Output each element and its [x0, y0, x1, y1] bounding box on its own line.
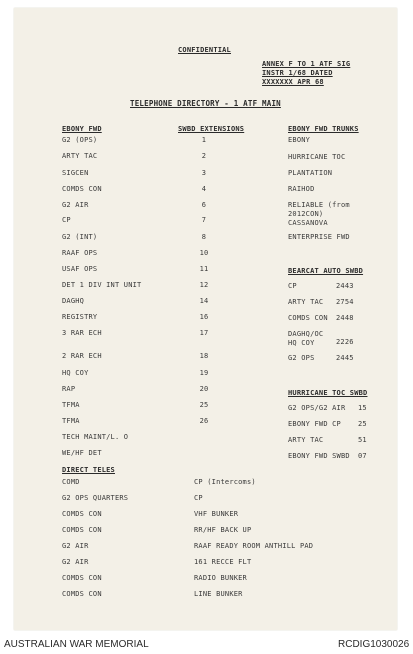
hurricane-name: EBONY FWD SWBD [288, 452, 350, 460]
trunk-name: CASSANOVA [288, 219, 328, 227]
extension-number: 2 [201, 152, 207, 160]
direct-to: VHF BUNKER [194, 510, 239, 518]
footer-id: RCDIG1030026 [338, 639, 410, 650]
auto-name: DAGHQ/OC HQ COY [288, 330, 324, 347]
direct-from: COMDS CON [62, 510, 102, 518]
extension-name: G2 (OPS) [62, 136, 98, 144]
extension-name: RAAF OPS [62, 249, 98, 257]
hurricane-name: G2 OPS/G2 AIR [288, 404, 346, 412]
hurricane-number: 07 [358, 452, 367, 460]
document-title: TELEPHONE DIRECTORY - 1 ATF MAIN [130, 99, 281, 108]
trunk-name: RELIABLE (from 2012CON) [288, 201, 350, 218]
extension-name: G2 (INT) [62, 233, 98, 241]
hurricane-number: 15 [358, 404, 367, 412]
direct-to: RAAF READY ROOM ANTHILL PAD [194, 542, 314, 550]
extension-number: 17 [199, 329, 209, 337]
col-header-trunks: EBONY FWD TRUNKS [288, 125, 359, 133]
extension-number: 7 [201, 216, 207, 224]
extension-number: 11 [199, 265, 209, 273]
extension-name: HQ COY [62, 369, 89, 377]
extension-number: 8 [201, 233, 207, 241]
extension-number: 20 [199, 385, 209, 393]
extension-name: TECH MAINT/L. O [62, 433, 129, 441]
direct-to: LINE BUNKER [194, 590, 243, 598]
annex-line-2: INSTR 1/68 DATED [262, 69, 333, 77]
auto-name: G2 OPS [288, 354, 315, 362]
extension-name: ARTY TAC [62, 152, 98, 160]
extension-name: COMDS CON [62, 185, 102, 193]
auto-number: 2754 [336, 298, 354, 306]
hurricane-name: ARTY TAC [288, 436, 324, 444]
direct-from: COMDS CON [62, 526, 102, 534]
direct-to: RR/HF BACK UP [194, 526, 252, 534]
bearcat-auto-heading: BEARCAT AUTO SWBD [288, 267, 364, 275]
auto-number: 2226 [336, 338, 354, 346]
extension-number: 19 [199, 369, 209, 377]
extension-name: 2 RAR ECH [62, 352, 102, 360]
extension-name: DET 1 DIV INT UNIT [62, 281, 142, 289]
hurricane-name: EBONY FWD CP [288, 420, 341, 428]
trunk-name: HURRICANE TOC [288, 153, 346, 161]
direct-from: G2 AIR [62, 542, 89, 550]
extension-name: SIGCEN [62, 169, 89, 177]
extension-number: 1 [201, 136, 207, 144]
extension-number: 26 [199, 417, 209, 425]
direct-from: COMDS CON [62, 574, 102, 582]
extension-name: WE/HF DET [62, 449, 102, 457]
extension-name: USAF OPS [62, 265, 98, 273]
direct-to: 161 RECCE FLT [194, 558, 252, 566]
auto-number: 2445 [336, 354, 354, 362]
auto-number: 2443 [336, 282, 354, 290]
trunk-name: EBONY [288, 136, 311, 144]
extension-number: 12 [199, 281, 209, 289]
extension-name: CP [62, 216, 71, 224]
extension-number: 16 [199, 313, 209, 321]
extension-number: 25 [199, 401, 209, 409]
annex-line-3: XXXXXXX APR 68 [262, 78, 324, 86]
extension-number: 6 [201, 201, 207, 209]
extension-name: DAGHQ [62, 297, 85, 305]
direct-from: G2 OPS QUARTERS [62, 494, 129, 502]
extension-number: 10 [199, 249, 209, 257]
auto-name: CP [288, 282, 297, 290]
auto-name: ARTY TAC [288, 298, 324, 306]
footer-source: AUSTRALIAN WAR MEMORIAL [4, 639, 149, 650]
extension-number: 18 [199, 352, 209, 360]
extension-name: TFMA [62, 417, 80, 425]
trunk-name: PLANTATION [288, 169, 333, 177]
trunk-name: RAIHOD [288, 185, 315, 193]
direct-from: G2 AIR [62, 558, 89, 566]
auto-name: COMDS CON [288, 314, 328, 322]
classification-heading: CONFIDENTIAL [178, 46, 231, 54]
extension-name: 3 RAR ECH [62, 329, 102, 337]
direct-to: CP [194, 494, 203, 502]
extension-number: 4 [201, 185, 207, 193]
col-header-ebony-fwd: EBONY FWD [62, 125, 102, 133]
hurricane-toc-heading: HURRICANE TOC SWBD [288, 389, 368, 397]
extension-number: 3 [201, 169, 207, 177]
extension-name: RAP [62, 385, 76, 393]
direct-to: RADIO BUNKER [194, 574, 247, 582]
extension-number: 14 [199, 297, 209, 305]
extension-name: G2 AIR [62, 201, 89, 209]
direct-from: COMD [62, 478, 80, 486]
extension-name: REGISTRY [62, 313, 98, 321]
direct-to: CP (Intercoms) [194, 478, 256, 486]
trunk-name: ENTERPRISE FWD [288, 233, 350, 241]
direct-teles-heading: DIRECT TELES [62, 466, 115, 474]
extension-name: TFMA [62, 401, 80, 409]
annex-line-1: ANNEX F TO 1 ATF SIG [262, 60, 351, 68]
direct-from: COMDS CON [62, 590, 102, 598]
hurricane-number: 51 [358, 436, 367, 444]
auto-number: 2448 [336, 314, 354, 322]
col-header-swbd-ext: SWBD EXTENSIONS [178, 125, 245, 133]
hurricane-number: 25 [358, 420, 367, 428]
